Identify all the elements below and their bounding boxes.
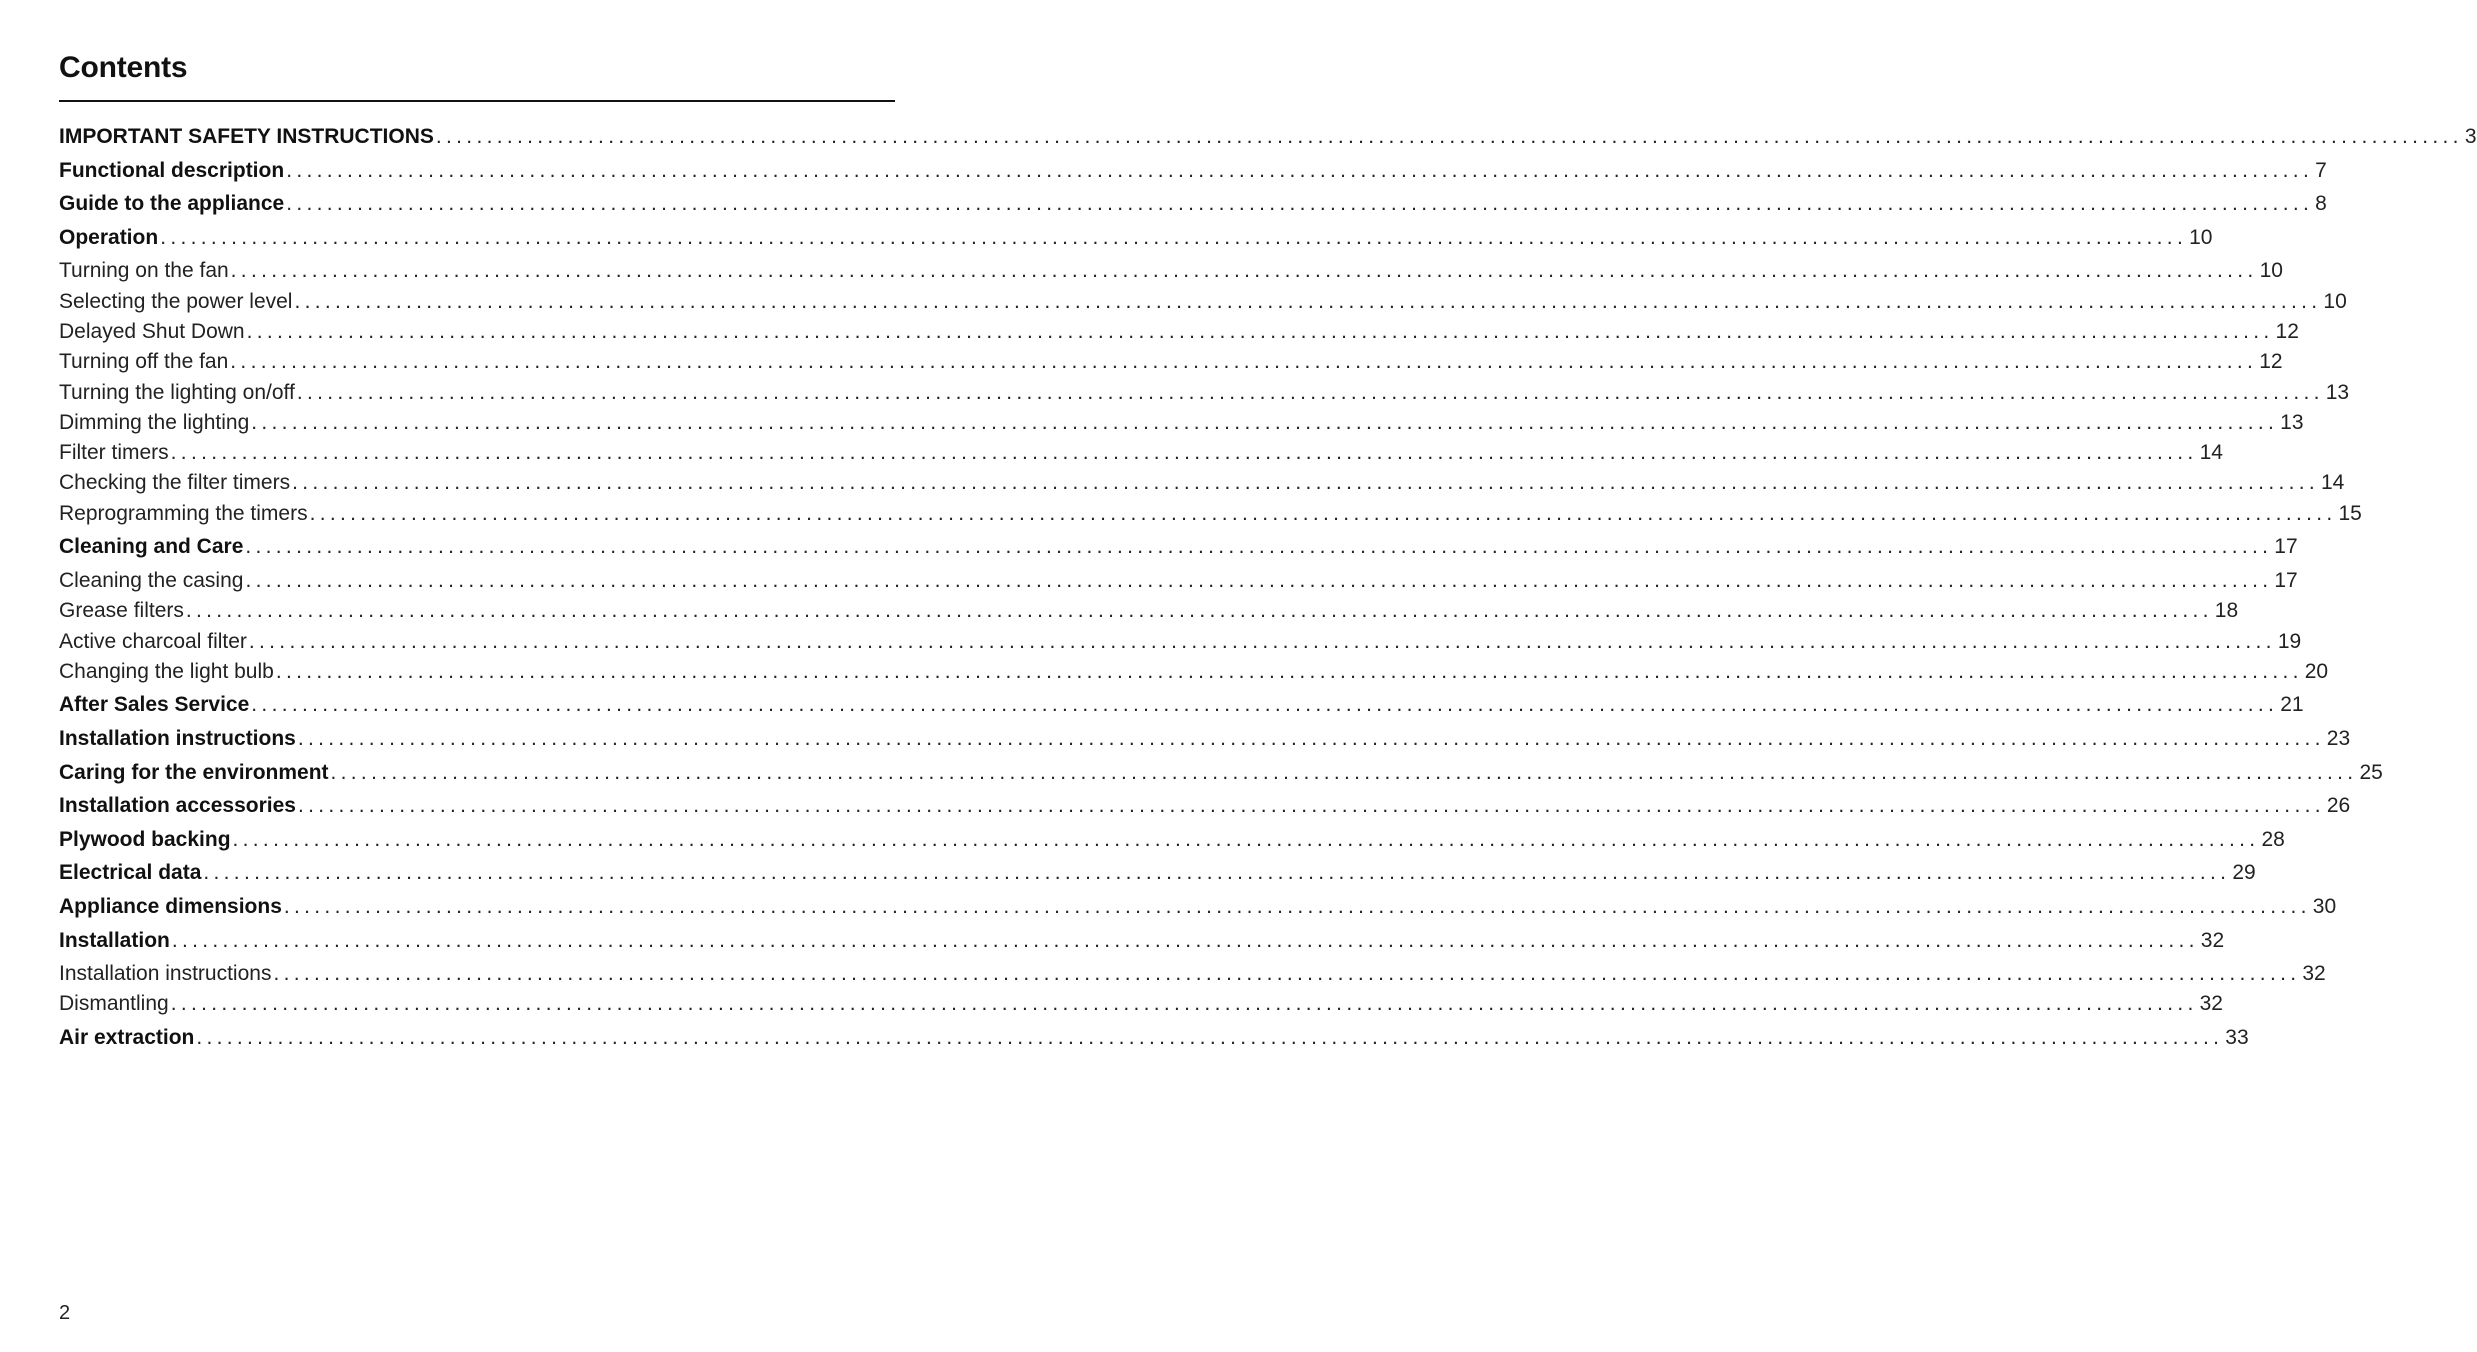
toc-leader-dots: ........................................................................................................................................................................................................	[245, 535, 2273, 559]
toc-entry-page: 13	[2280, 410, 2304, 434]
toc-entry-page: 12	[2275, 319, 2299, 343]
toc-leader-dots: ........................................................................................................................................................................................................	[292, 471, 2319, 495]
toc-entry-label: Filter timers	[59, 441, 169, 465]
toc-leader-dots: ........................................................................................................................................................................................................	[170, 441, 2198, 465]
toc-leader-dots: ........................................................................................................................................................................................................	[185, 599, 2213, 623]
toc-entry[interactable]	[59, 992, 2223, 1016]
toc-leader-dots: ........................................................................................................................................................................................................	[296, 380, 2324, 404]
toc-entry[interactable]	[59, 535, 2298, 559]
toc-entry-label: Changing the light bulb	[59, 659, 274, 683]
table-of-contents	[59, 125, 2477, 1050]
toc-entry-label: Installation	[59, 928, 170, 952]
toc-leader-dots: ........................................................................................................................................................................................................	[251, 693, 2279, 717]
toc-entry[interactable]	[59, 629, 2302, 654]
toc-entry-page: 12	[2259, 350, 2283, 374]
toc-leader-dots: ........................................................................................................................................................................................................	[283, 894, 2311, 918]
toc-leader-dots: ........................................................................................................................................................................................................	[330, 760, 2358, 784]
toc-entry[interactable]	[59, 928, 2225, 953]
toc-entry-page: 8	[2315, 192, 2327, 216]
toc-entry[interactable]	[59, 727, 2351, 751]
toc-entry[interactable]	[59, 962, 2326, 986]
toc-entry-page: 10	[2323, 289, 2347, 313]
toc-entry-page: 17	[2274, 568, 2298, 592]
toc-entry[interactable]	[59, 693, 2304, 717]
toc-entry[interactable]	[59, 471, 2345, 495]
toc-entry-page: 17	[2274, 535, 2298, 559]
toc-entry[interactable]	[59, 192, 2327, 216]
toc-entry[interactable]	[59, 861, 2256, 885]
toc-entry-page: 14	[2199, 441, 2223, 465]
toc-entry-label: Operation	[59, 225, 159, 249]
toc-entry[interactable]	[59, 659, 2329, 684]
toc-entry-page: 23	[2326, 727, 2351, 751]
toc-entry-page: 10	[2259, 259, 2283, 283]
toc-leader-dots: ........................................................................................................................................................................................................	[286, 158, 2314, 182]
toc-entry[interactable]	[59, 225, 2213, 250]
toc-entry-label: Guide to the appliance	[59, 192, 285, 216]
toc-entry-page: 7	[2315, 158, 2327, 182]
toc-entry-label: Installation instructions	[59, 962, 272, 986]
toc-leader-dots: ........................................................................................................................................................................................................	[297, 727, 2325, 751]
toc-entry[interactable]	[59, 158, 2327, 183]
toc-entry-label: After Sales Service	[59, 693, 250, 717]
toc-entry[interactable]	[59, 760, 2383, 785]
toc-leader-dots: ........................................................................................................................................................................................................	[246, 319, 2274, 343]
toc-entry-page: 25	[2359, 760, 2383, 784]
toc-entry[interactable]	[59, 350, 2283, 374]
toc-entry-page: 33	[2225, 1026, 2249, 1050]
toc-entry-page: 10	[2189, 225, 2213, 249]
toc-entry-label: Caring for the environment	[59, 760, 329, 784]
toc-entry-label: Checking the filter timers	[59, 471, 291, 495]
toc-entry-label: Installation accessories	[59, 794, 296, 818]
toc-entry-page: 3	[2464, 125, 2477, 148]
toc-leader-dots: ........................................................................................................................................................................................................	[248, 629, 2276, 653]
toc-entry[interactable]	[59, 441, 2223, 465]
toc-entry[interactable]	[59, 319, 2299, 344]
toc-entry-page: 13	[2325, 380, 2350, 404]
toc-entry-label: Turning the lighting on/off	[59, 380, 295, 404]
toc-entry-label: Turning on the fan	[59, 259, 229, 283]
toc-entry-page: 26	[2326, 794, 2351, 818]
toc-entry-label: Delayed Shut Down	[59, 319, 245, 343]
toc-entry[interactable]	[59, 125, 2477, 149]
toc-entry-label: Plywood backing	[59, 827, 231, 851]
toc-entry-label: Selecting the power level	[59, 289, 293, 313]
toc-entry-label: Reprogramming the timers	[59, 501, 308, 525]
toc-leader-dots: ........................................................................................................................................................................................................	[309, 501, 2337, 525]
toc-entry-page: 28	[2261, 827, 2285, 851]
toc-leader-dots: ........................................................................................................................................................................................................	[196, 1026, 2224, 1050]
toc-leader-dots: ........................................................................................................................................................................................................	[230, 259, 2258, 283]
toc-entry[interactable]	[59, 289, 2347, 314]
toc-entry-label: Installation instructions	[59, 727, 296, 751]
toc-leader-dots: ........................................................................................................................................................................................................	[203, 861, 2231, 885]
toc-leader-dots: ........................................................................................................................................................................................................	[170, 992, 2198, 1016]
toc-entry-page: 20	[2304, 659, 2329, 683]
toc-entry-label: Cleaning and Care	[59, 535, 244, 559]
toc-entry-page: 15	[2338, 501, 2362, 525]
toc-entry[interactable]	[59, 894, 2337, 919]
toc-entry[interactable]	[59, 501, 2362, 526]
toc-entry-page: 30	[2312, 894, 2337, 918]
toc-leader-dots: ........................................................................................................................................................................................................	[297, 794, 2325, 818]
toc-leader-dots: ........................................................................................................................................................................................................	[232, 827, 2260, 851]
toc-leader-dots: ........................................................................................................................................................................................................	[294, 289, 2322, 313]
toc-entry-label: Dimming the lighting	[59, 410, 250, 434]
toc-leader-dots: ........................................................................................................................................................................................................	[273, 962, 2301, 986]
toc-leader-dots: ........................................................................................................................................................................................................	[160, 225, 2188, 249]
toc-entry-label: Dismantling	[59, 992, 169, 1016]
toc-leader-dots: ........................................................................................................................................................................................................	[275, 659, 2303, 683]
toc-leader-dots: ........................................................................................................................................................................................................	[286, 192, 2314, 216]
toc-entry-page: 21	[2280, 693, 2304, 717]
toc-entry-label: Turning off the fan	[59, 350, 229, 374]
toc-entry[interactable]	[59, 599, 2239, 623]
toc-entry-label: Air extraction	[59, 1026, 195, 1050]
toc-leader-dots: ........................................................................................................................................................................................................	[171, 928, 2199, 952]
toc-leader-dots: ........................................................................................................................................................................................................	[245, 568, 2273, 592]
toc-entry-page: 32	[2200, 928, 2225, 952]
toc-entry-label: Cleaning the casing	[59, 568, 244, 592]
toc-entry-label: Active charcoal filter	[59, 629, 247, 653]
toc-entry[interactable]	[59, 380, 2350, 405]
toc-entry-page: 32	[2199, 992, 2223, 1016]
page-title: Contents	[59, 51, 188, 84]
toc-leader-dots: ........................................................................................................................................................................................................	[435, 125, 2463, 148]
toc-entry-label: Electrical data	[59, 861, 202, 885]
toc-entry-page: 29	[2232, 861, 2256, 885]
toc-leader-dots: ........................................................................................................................................................................................................	[251, 410, 2279, 434]
toc-entry-page: 32	[2302, 962, 2326, 986]
toc-entry-label: Functional description	[59, 158, 285, 182]
toc-entry[interactable]	[59, 259, 2283, 283]
toc-entry[interactable]	[59, 794, 2351, 818]
toc-entry[interactable]	[59, 827, 2285, 852]
toc-entry-label: Grease filters	[59, 599, 184, 623]
toc-entry-page: 14	[2321, 471, 2345, 495]
toc-leader-dots: ........................................................................................................................................................................................................	[230, 350, 2258, 374]
toc-entry-label: Appliance dimensions	[59, 894, 282, 918]
toc-entry[interactable]	[59, 568, 2298, 593]
page-number: 2	[59, 1302, 71, 1324]
toc-entry-page: 18	[2214, 599, 2239, 623]
title-divider	[59, 100, 895, 102]
toc-entry-page: 19	[2277, 629, 2302, 653]
toc-entry-label: IMPORTANT SAFETY INSTRUCTIONS	[59, 125, 434, 148]
toc-entry[interactable]	[59, 1026, 2249, 1050]
toc-entry[interactable]	[59, 410, 2304, 435]
